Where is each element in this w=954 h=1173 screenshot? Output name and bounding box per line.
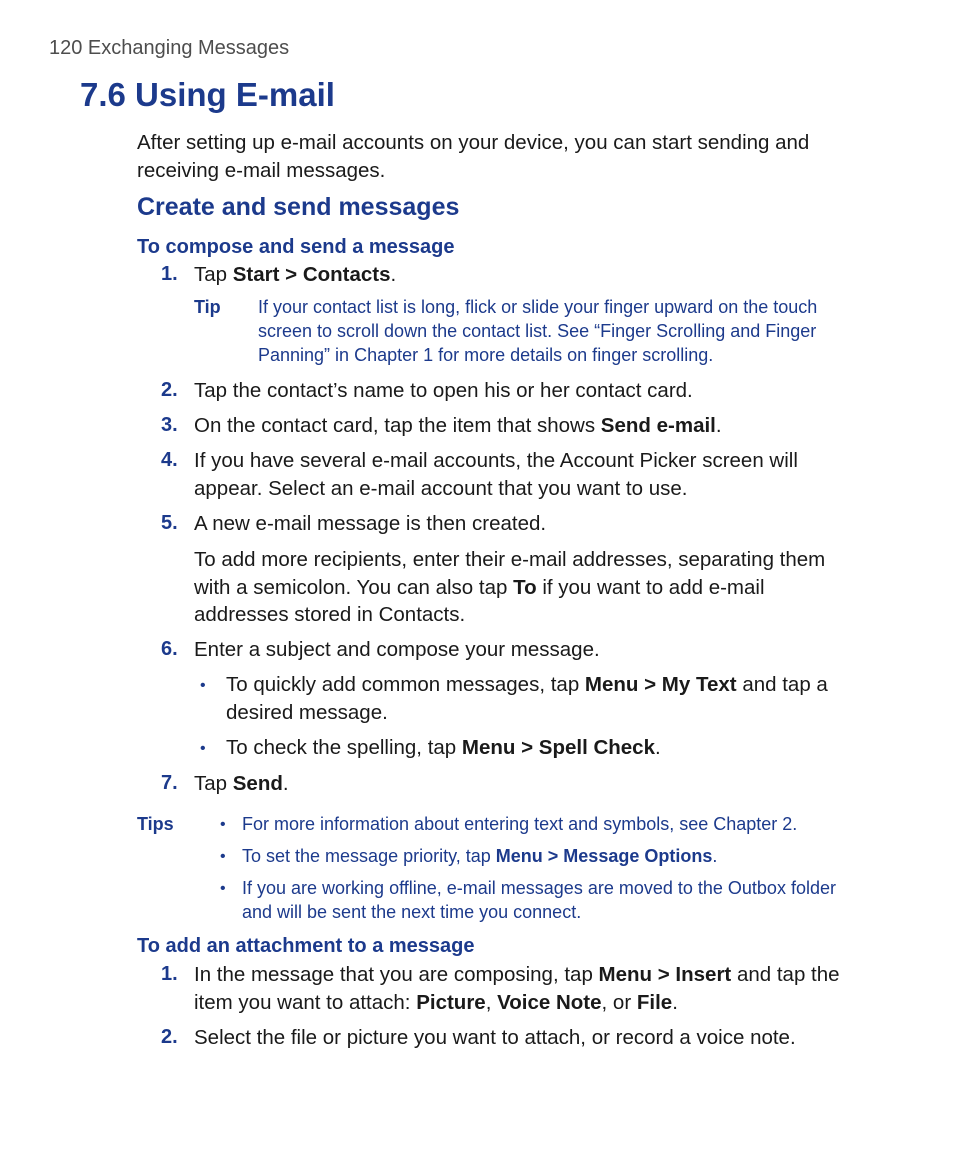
step-number: 7. [161, 772, 178, 794]
tip-label: Tip [194, 297, 221, 317]
tip-item: To set the message priority, tap Menu > Message Options. [242, 846, 718, 866]
step-number: 2. [161, 1026, 178, 1048]
step-text: On the contact card, tap the item that shows Send e-mail. [194, 414, 722, 437]
tips-label: Tips [137, 814, 174, 834]
step-text: In the message that you are composing, tap Menu > Insert and tap the item you want to attach: Picture, Voice Note, or File. [194, 963, 840, 1014]
step-text: If you have several e-mail accounts, the Account Picker screen will appear. Select an e-mail account that you want to use. [194, 449, 798, 500]
step-number: 1. [161, 263, 178, 285]
procedure-heading-attach: To add an attachment to a message [137, 935, 475, 957]
bullet-icon: • [200, 677, 206, 694]
step-text: Tap Start > Contacts. [194, 263, 397, 286]
step-text: Select the file or picture you want to attach, or record a voice note. [194, 1026, 796, 1049]
tip-text: If your contact list is long, flick or slide your finger upward on the touch screen to scroll down the contact list. See “Finger Scrolling and Finger Panning” in Chapter 1 for more details on finger scrolling. [258, 297, 818, 365]
running-header: 120 Exchanging Messages [49, 37, 290, 59]
step-number: 5. [161, 512, 178, 534]
bullet-text: To quickly add common messages, tap Menu > My Text and tap a desired message. [226, 673, 828, 724]
bullet-icon: • [200, 740, 206, 757]
bullet-text: To check the spelling, tap Menu > Spell Check. [226, 736, 661, 759]
step-number: 4. [161, 449, 178, 471]
intro-paragraph: After setting up e-mail accounts on your device, you can start sending and receiving e-mail messages. [137, 131, 810, 182]
bullet-icon: • [220, 816, 226, 833]
step-text: Tap the contact’s name to open his or her contact card. [194, 379, 693, 402]
tip-item: If you are working offline, e-mail messages are moved to the Outbox folder and will be sent the next time you connect. [242, 878, 836, 922]
bullet-icon: • [220, 848, 226, 865]
step-number: 1. [161, 963, 178, 985]
step-paragraph: To add more recipients, enter their e-mail addresses, separating them with a semicolon. You can also tap To if you want to add e-mail addresses stored in Contacts. [194, 548, 826, 626]
subsection-heading: Create and send messages [137, 193, 460, 221]
bullet-icon: • [220, 880, 226, 897]
step-number: 6. [161, 638, 178, 660]
step-number: 2. [161, 379, 178, 401]
section-title: 7.6 Using E-mail [80, 76, 335, 113]
step-text: Enter a subject and compose your message. [194, 638, 600, 661]
step-text: Tap Send. [194, 772, 289, 795]
step-text: A new e-mail message is then created. [194, 512, 547, 535]
step-number: 3. [161, 414, 178, 436]
tip-item: For more information about entering text and symbols, see Chapter 2. [242, 814, 798, 834]
procedure-heading-compose: To compose and send a message [137, 236, 455, 258]
